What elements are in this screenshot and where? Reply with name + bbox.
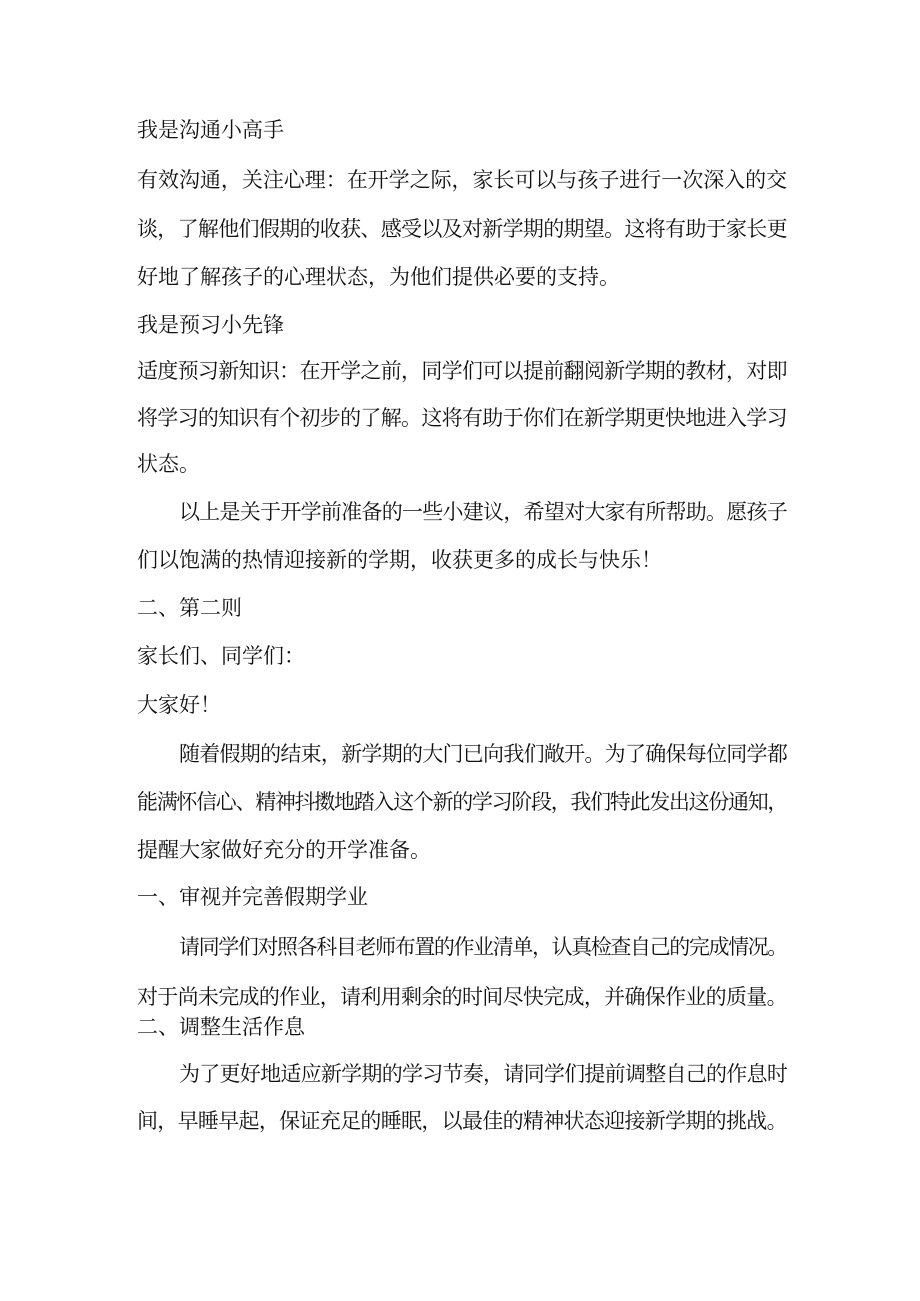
paragraph-line: 将学习的知识有个初步的了解。这将有助于你们在新学期更快地进入学习 [137, 406, 787, 430]
heading-preview: 我是预习小先锋 [137, 313, 284, 337]
paragraph-line: 对于尚未完成的作业，请利用剩余的时间尽快完成，并确保作业的质量。 [137, 985, 787, 1009]
paragraph-line: 状态。 [137, 452, 200, 476]
section-heading-second: 二、第二则 [137, 596, 242, 620]
paragraph-line: 适度预习新知识：在开学之前，同学们可以提前翻阅新学期的教材，对即 [137, 359, 787, 383]
paragraph-line: 随着假期的结束，新学期的大门已向我们敞开。为了确保每位同学都 [179, 742, 788, 766]
greeting: 大家好！ [137, 693, 221, 717]
salutation: 家长们、同学们： [137, 644, 305, 668]
paragraph-line: 以上是关于开学前准备的一些小建议，希望对大家有所帮助。愿孩子 [179, 500, 788, 524]
paragraph-line: 好地了解孩子的心理状态，为他们提供必要的支持。 [137, 265, 620, 289]
paragraph-line: 为了更好地适应新学期的学习节奏，请同学们提前调整自己的作息时 [179, 1062, 788, 1086]
heading-communication: 我是沟通小高手 [137, 118, 284, 142]
section-heading-two: 二、调整生活作息 [137, 1015, 305, 1039]
paragraph-line: 能满怀信心、精神抖擞地踏入这个新的学习阶段，我们特此发出这份通知， [137, 790, 788, 814]
paragraph-line: 们以饱满的热情迎接新的学期，收获更多的成长与快乐！ [137, 548, 662, 572]
paragraph-line: 提醒大家做好充分的开学准备。 [137, 838, 431, 862]
paragraph-line: 请同学们对照各科目老师布置的作业清单，认真检查自己的完成情况。 [179, 935, 787, 959]
paragraph-line: 有效沟通，关注心理：在开学之际，家长可以与孩子进行一次深入的交 [137, 168, 788, 192]
section-heading-one: 一、审视并完善假期学业 [137, 885, 368, 909]
paragraph-line: 间，早睡早起，保证充足的睡眠，以最佳的精神状态迎接新学期的挑战。 [137, 1109, 787, 1133]
paragraph-line: 谈，了解他们假期的收获、感受以及对新学期的期望。这将有助于家长更 [137, 217, 787, 241]
